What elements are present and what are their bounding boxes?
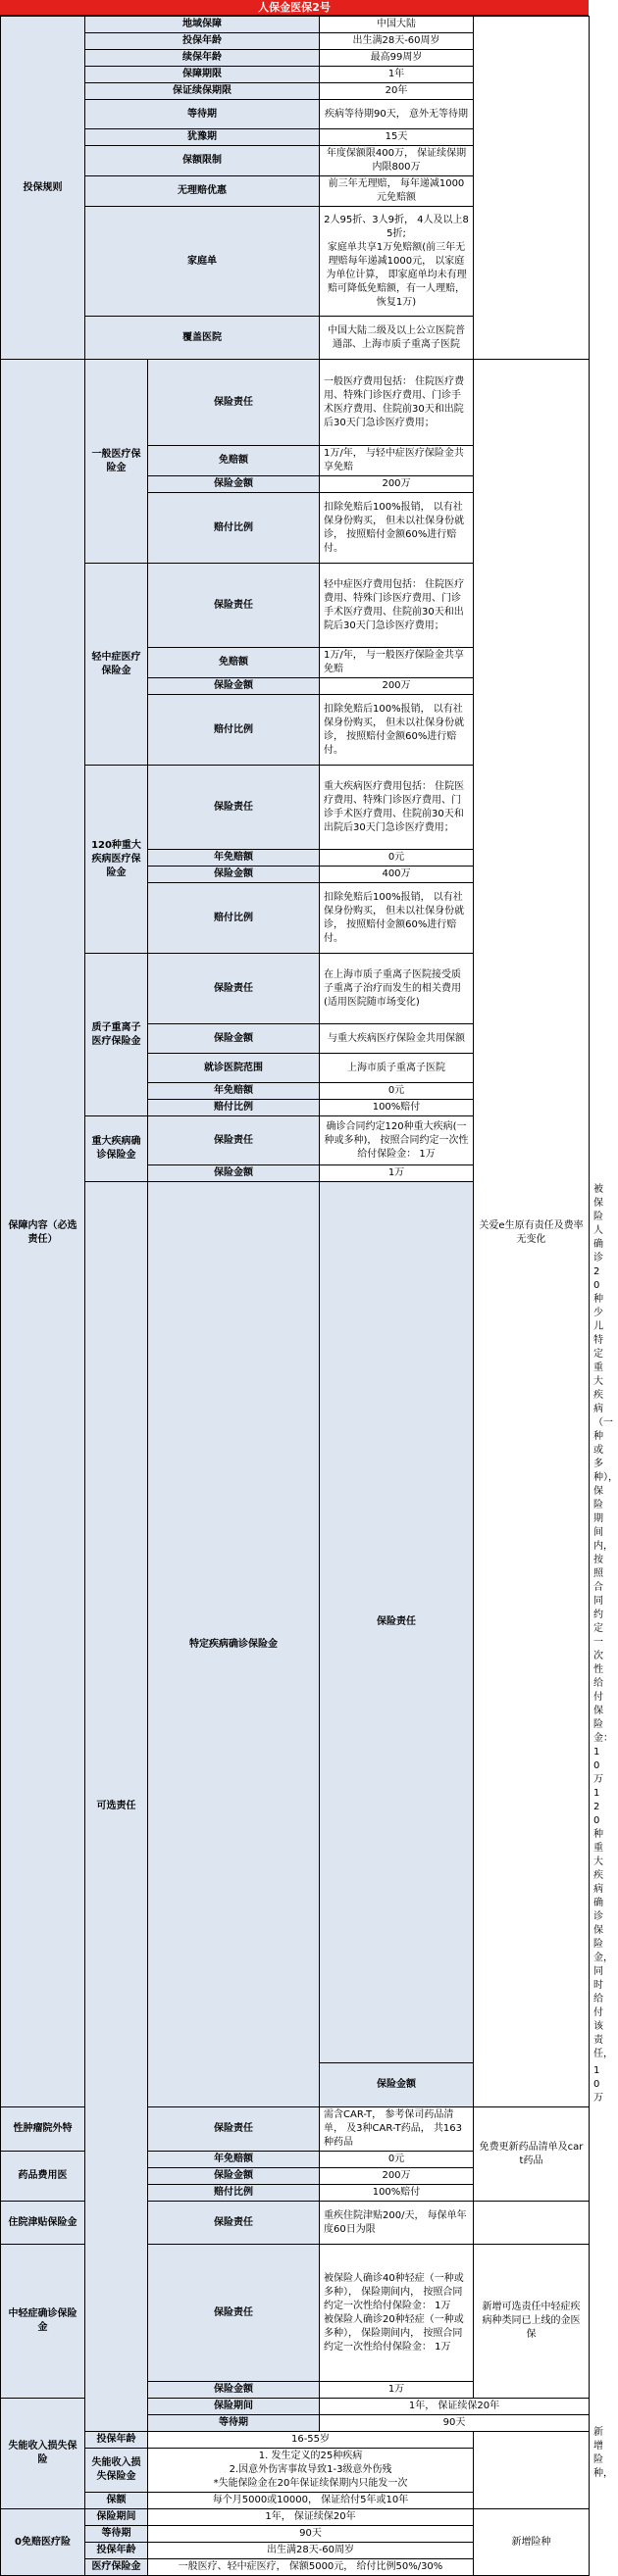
row-value: 16-55岁 [148,2432,474,2449]
rule-value: 前三年无理赔， 每年递减1000元免赔额 [320,176,474,207]
group-name: 120种重大疾病医疗保险金 [85,766,148,954]
group-name: 质子重离子医疗保险金 [85,954,148,1116]
drug-note: 免费更新药品清单及cart药品 [474,2107,590,2202]
section-coverage: 保障内容（必选责任） [1,360,85,2107]
rule-value: 中国大陆 [320,17,474,33]
item-value: 400万 [320,867,474,883]
row-value: 90天 [148,2526,474,2543]
rule-label: 保额限制 [85,146,320,176]
item-value: 确诊合同约定120种重大疾病(一种或多种)， 按照合同约定一次性给付保险金： 1万 [320,1116,474,1165]
rule-value: 年度保额限400万， 保证续保期内限800万 [320,146,474,176]
item-value: 需含CAR-T， 参考保司药品清单， 及3种CAR-T药品， 共163种药品 [320,2107,474,2152]
item-value: 200万 [320,2168,474,2185]
item-value: 在上海市质子重离子医院接受质子重离子治疗而发生的相关费用(适用医院随市场变化) [320,954,474,1024]
row-value: 90天 [320,2415,590,2432]
benefit-note-blank [474,2202,590,2245]
rule-value: 疾病等待期90天， 意外无等待期 [320,100,474,129]
item-label: 年免赔额 [148,850,320,867]
item-value: 0元 [320,2152,474,2168]
item-label: 赔付比例 [148,883,320,954]
row-label: 等待期 [85,2526,148,2543]
item-value: 1万 [320,1165,474,1182]
item-label: 保险责任 [148,766,320,850]
row-value: 一般医疗、轻中症医疗， 保额5000元， 给付比例50%/30% [148,2559,474,2576]
section-zero: 0免赔医疗险 [1,2509,85,2576]
row-label: 失能收入损失保险金 [85,2449,148,2493]
item-label: 保险金额 [148,678,320,695]
item-label: 保险金额 [148,476,320,493]
coverage-note: 关爱e生原有责任及费率无变化 [474,360,590,2107]
rules-note [474,17,590,360]
item-label: 保险金额 [148,2168,320,2185]
item-label: 保险责任 [148,1116,320,1165]
item-label: 免赔额 [148,648,320,678]
item-value: 200万 [320,678,474,695]
group-name: 中轻症确诊保险金 [1,2245,85,2399]
row-label: 等待期 [148,2415,320,2432]
group-name: 一般医疗保险金 [85,360,148,564]
item-value: 200万 [320,476,474,493]
item-label: 保险金额 [148,2382,320,2399]
item-value: 重大疾病医疗费用包括： 住院医疗费用、特殊门诊医疗费用、门诊手术医疗费用、住院前30天和出院后30天门急诊医疗费用； [320,766,474,850]
item-value: 扣除免赔后100%报销， 以有社保身份购买， 但未以社保身份就诊， 按照赔付金额60%进行赔付。 [320,493,474,564]
item-label: 保险责任 [320,1182,474,2063]
rule-label: 保障期限 [85,67,320,83]
item-label: 保险责任 [148,564,320,648]
item-value: 被保险人确诊40种轻症（一种或多种）， 保险期间内， 按照合同约定一次性给付保险金： 1万 被保险人确诊20种轻症（一种或多种）， 保险期间内， 按照合同约定一次性给付保险金： 1万 [320,2245,474,2382]
item-label: 保险金额 [148,867,320,883]
rule-label: 覆盖医院 [85,317,320,360]
row-value: 1年， 保证续保20年 [320,2399,590,2415]
row-label: 保险期间 [85,2509,148,2526]
row-value: 每个月5000或10000， 保证给付5年或10年 [148,2493,474,2509]
item-value: 扣除免赔后100%报销， 以有社保身份购买， 但未以社保身份就诊， 按照赔付金额60%进行赔付。 [320,695,474,766]
item-value: 扣除免赔后100%报销， 以有社保身份购买， 但未以社保身份就诊， 按照赔付金额60%进行赔付。 [320,883,474,954]
item-label: 保险金额 [148,1024,320,1054]
rule-value: 中国大陆二级及以上公立医院普通部、上海市质子重离子医院 [320,317,474,360]
row-label: 投保年龄 [85,2543,148,2559]
row-label: 保额 [85,2493,148,2509]
group-name: 特定疾病确诊保险金 [148,1182,320,2107]
item-value: 一般医疗费用包括： 住院医疗费用、特殊门诊医疗费用、门诊手术医疗费用、住院前30天和出院后30天门急诊医疗费用； [320,360,474,446]
item-label: 保险责任 [148,360,320,446]
item-label: 保险责任 [148,2107,320,2152]
rule-value: 20年 [320,83,474,100]
row-value: 1年， 保证续保20年 [148,2509,474,2526]
group-name: 性肿瘤院外特 [1,2107,85,2152]
item-label: 年免赔额 [148,1083,320,1100]
item-value: 1万/年， 与一般医疗保险金共享免赔 [320,648,474,678]
item-value: 重疾住院津贴200/天， 每保单年度60日为限 [320,2202,474,2245]
rule-value: 2人95折、3人9折， 4人及以上85折; 家庭单共享1万免赔额(前三年无理赔每年递减1000元， 以家庭为单位计算， 即家庭单均未有理赔可降低免赔额，有一人理赔， 恢复1万) [320,207,474,317]
item-value: 1万/年， 与轻中症医疗保险金共享免赔 [320,446,474,476]
item-label: 保险金额 [320,2063,474,2107]
row-label: 投保年龄 [85,2432,148,2449]
item-value: 与重大疾病医疗保险金共用保额 [320,1024,474,1054]
item-value: 0元 [320,850,474,867]
zero-note: 新增险种 [474,2509,590,2576]
rule-label: 无理赔优惠 [85,176,320,207]
item-value: 上海市质子重离子医院 [320,1054,474,1083]
section-optional: 可选责任 [85,1182,148,2432]
item-label: 赔付比例 [148,2185,320,2202]
rule-value: 15天 [320,129,474,146]
item-label: 赔付比例 [148,695,320,766]
item-label: 保险责任 [148,2245,320,2382]
item-label: 赔付比例 [148,1100,320,1116]
item-value: 0元 [320,1083,474,1100]
section-disability: 失能收入损失保险 [1,2399,85,2509]
row-label: 保险期间 [148,2399,320,2415]
group-name: 药品费用医 [1,2152,85,2202]
row-value: 1. 发生定义的25种疾病 2.因意外伤害事故导致1-3级意外伤残 *失能保险金在20年保证续保期内只能发一次 [148,2449,474,2493]
mild-note: 新增可选责任中轻症疾病种类同已上线的金医保 [474,2245,590,2399]
row-value: 出生满28天-60周岁 [148,2543,474,2559]
item-label: 免赔额 [148,446,320,476]
item-value: 轻中症医疗费用包括： 住院医疗费用、特殊门诊医疗费用、门诊手术医疗费用、住院前30天和出院后30天门急诊医疗费用； [320,564,474,648]
item-label: 保险责任 [148,2202,320,2245]
group-name: 重大疾病确诊保险金 [85,1116,148,1182]
rule-value: 1年 [320,67,474,83]
item-value: 100%赔付 [320,2185,474,2202]
page-title: 人保金医保2号 [0,0,589,16]
rule-label: 续保年龄 [85,50,320,67]
rule-label: 犹豫期 [85,129,320,146]
section-rules: 投保规则 [1,17,85,360]
group-name: 住院津贴保险金 [1,2202,85,2245]
item-label: 保险金额 [148,1165,320,1182]
rule-label: 保证续保期限 [85,83,320,100]
rule-label: 等待期 [85,100,320,129]
rule-label: 地域保障 [85,17,320,33]
item-label: 年免赔额 [148,2152,320,2168]
insurance-table: 投保规则 地域保障 中国大陆 投保年龄 出生满28天-60周岁 续保年龄 最高99周岁 保障期限 1年 保证续保期限 20年 等待期 疾病等待期90天， 意外无等待期 犹豫期 15天 保额限制 年度保额限400万， 保证续保期内限800万 无理赔优惠 前三年无理赔， 每年递减1000元免赔额 家庭单 2人95折、3人9折， 4人及以上85折; 家庭单共享1万免赔额(前三年无理赔每年递减1000元， 以家庭为单位计算， 即家庭单均未有理赔可降低免赔额，有一人理赔， 恢复1万) 覆盖医院 中国大陆二级及以上公立医院普通部、上海市质子重离子医院 保障内容（必选责任） 一般医疗保险金 保险责任 一般医疗费用包括： 住院医疗费用、特殊门诊医疗费用、门诊手术医疗费用、住院前30天和出院后30天门急诊医疗费用； 关爱e生原有责任及费率无变化 免赔额 1万/年， 与轻中症医疗保险金共享免赔 保险金额 200万 赔付比例 扣除免赔后100%报销， 以有社保身份购买， 但未以社保身份就诊， 按照赔付金额60%进行赔付。 轻中症医疗保险金 保险责任 轻中症医疗费用包括： 住院医疗费用、特殊门诊医疗费用、门诊手术医疗费用、住院前30天和出院后30天门急诊医疗费用； 免赔额 1万/年， 与一般医疗保险金共享免赔 保险金额 200万 赔付比例 扣除免赔后100%报销， 以有社保身份购买， 但未以社保身份就诊， 按照赔付金额60%进行赔付。 120种重大疾病医疗保险金 保险责任 重大疾病医疗费用包括： 住院医疗费用、特殊门诊医疗费用、门诊手术医疗费用、住院前30天和出院后30天门急诊医疗费用； 年免赔额 0元 保险金额 400万 赔付比例 扣除免赔后100%报销， 以有社保身份购买， 但未以社保身份就诊， 按照赔付金额60%进行赔付。 质子重离子医疗保险金 保险责任 在上海市质子重离子医院接受质子重离子治疗而发生的相关费用(适用医院随市场变化) 保险金额 与重大疾病医疗保险金共用保额 就诊医院范围 上海市质子重离子医院 年免赔额 0元 赔付比例 100%赔付 重大疾病确诊保险金 保险责任 确诊合同约定120种重大疾病(一种或多种)， 按照合同约定一次性给付保险金： 1万 保险金额 1万 可选责任 特定疾病确诊保险金 保险责任 被保险人确诊20种少儿特定重大疾病（一种或多种），保险期间内， 按照合同约定一次性给付保险金： 10万120种重大疾病确诊保险金， 同时给付该责任， 保险金额 10万 性肿瘤院外特 保险责任 需含CAR-T， 参考保司药品清单， 及3种CAR-T药品， 共163种药品 免费更新药品清单及cart药品 药品费用医 年免赔额 0元 保险金额 200万 赔付比例 100%赔付 住院津贴保险金 保险责任 重疾住院津贴200/天， 每保单年度60日为限 中轻症确诊保险金 保险责任 被保险人确诊40种轻症（一种或多种）， 保险期间内， 按照合同约定一次性给付保险金： 1万 被保险人确诊20种轻症（一种或多种）， 保险期间内， 按照合同约定一次性给付保险金： 1万 新增可选责任中轻症疾病种类同已上线的金医保 保险金额 1万 失能收入损失保险 保险期间 1年， 保证续保20年 新增险种， 等待期 90天 投保年龄 16-55岁 失能收入损失保险金 1. 发生定义的25种疾病 2.因意外伤害事故导致1-3级意外伤残 *失能保险金在20年保证续保期内只能发一次 保额 每个月5000或10000， 保证给付5年或10年 0免赔医疗险 保险期间 1年， 保证续保20年 新增险种 等待期 90天 投保年龄 出生满28天-60周岁 医疗保险金 一般医疗、轻中症医疗， 保额5000元， 给付比例50%/30% [0,16,590,2576]
row-label: 医疗保险金 [85,2559,148,2576]
rule-value: 出生满28天-60周岁 [320,33,474,50]
rule-value: 最高99周岁 [320,50,474,67]
rule-label: 投保年龄 [85,33,320,50]
item-label: 保险责任 [148,954,320,1024]
item-value: 100%赔付 [320,1100,474,1116]
item-label: 赔付比例 [148,493,320,564]
item-label: 就诊医院范围 [148,1054,320,1083]
item-value: 1万 [320,2382,474,2399]
group-name: 轻中症医疗保险金 [85,564,148,766]
rule-label: 家庭单 [85,207,320,317]
